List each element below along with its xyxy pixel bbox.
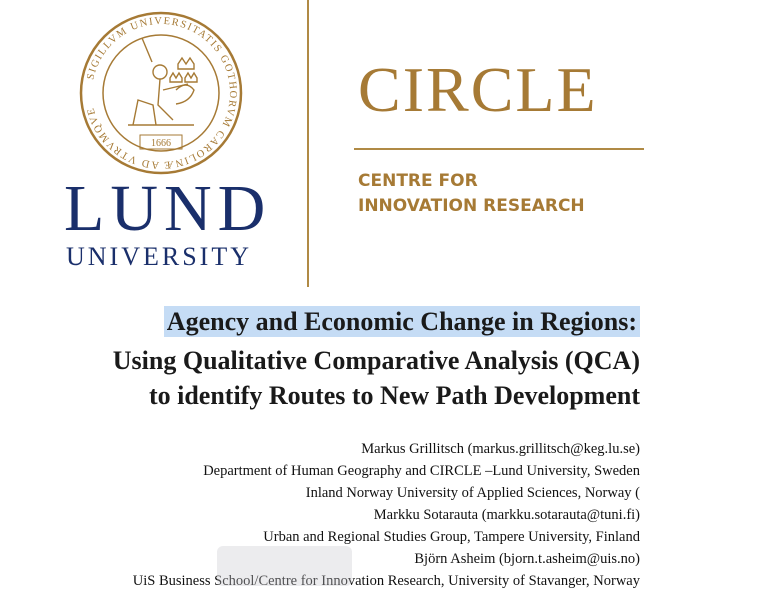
author-grillitsch: Markus Grillitsch (markus.grillitsch@keg.lu.se): [361, 441, 640, 457]
circle-logo-name: CIRCLE: [358, 54, 598, 125]
paper-title-line2: Using Qualitative Comparative Analysis (QCA): [112, 346, 640, 375]
paper-title-line1[interactable]: [164, 309, 640, 335]
seal-year: 1666: [151, 138, 171, 149]
author-asheim: Björn Asheim (bjorn.t.asheim@uis.no): [414, 551, 640, 567]
title-selection-highlight[interactable]: Agency and Economic Change in Regions:: [164, 306, 640, 337]
lund-wordmark: LUND: [64, 172, 272, 245]
translucent-overlay: [217, 546, 352, 586]
circle-logo-rule: [354, 148, 644, 150]
affiliation-lund: Department of Human Geography and CIRCLE –Lund University, Sweden: [203, 463, 640, 479]
affiliation-tampere: Urban and Regional Studies Group, Tampere University, Finland: [263, 529, 640, 545]
lund-university-seal-logo: [78, 10, 244, 176]
circle-logo-subtitle-line1: CENTRE FOR: [358, 171, 478, 191]
affiliation-inland-norway: Inland Norway University of Applied Sciences, Norway (: [305, 485, 640, 501]
logo-divider: [307, 0, 309, 287]
paper-title-line3: to identify Routes to New Path Development: [148, 381, 640, 410]
lund-university-wordmark: UNIVERSITY: [66, 242, 252, 271]
author-sotarauta: Markku Sotarauta (markku.sotarauta@tuni.fi): [373, 507, 640, 523]
circle-logo-subtitle-line2: INNOVATION RESEARCH: [358, 196, 585, 216]
seal-legend-text: SIGILLVM UNIVERSITATIS GOTHORVM CAROLINÆ AD VTRVMQVE: [85, 15, 239, 171]
affiliation-stavanger: UiS Business School/Centre for Innovation Research, University of Stavanger, Norway: [132, 573, 640, 589]
